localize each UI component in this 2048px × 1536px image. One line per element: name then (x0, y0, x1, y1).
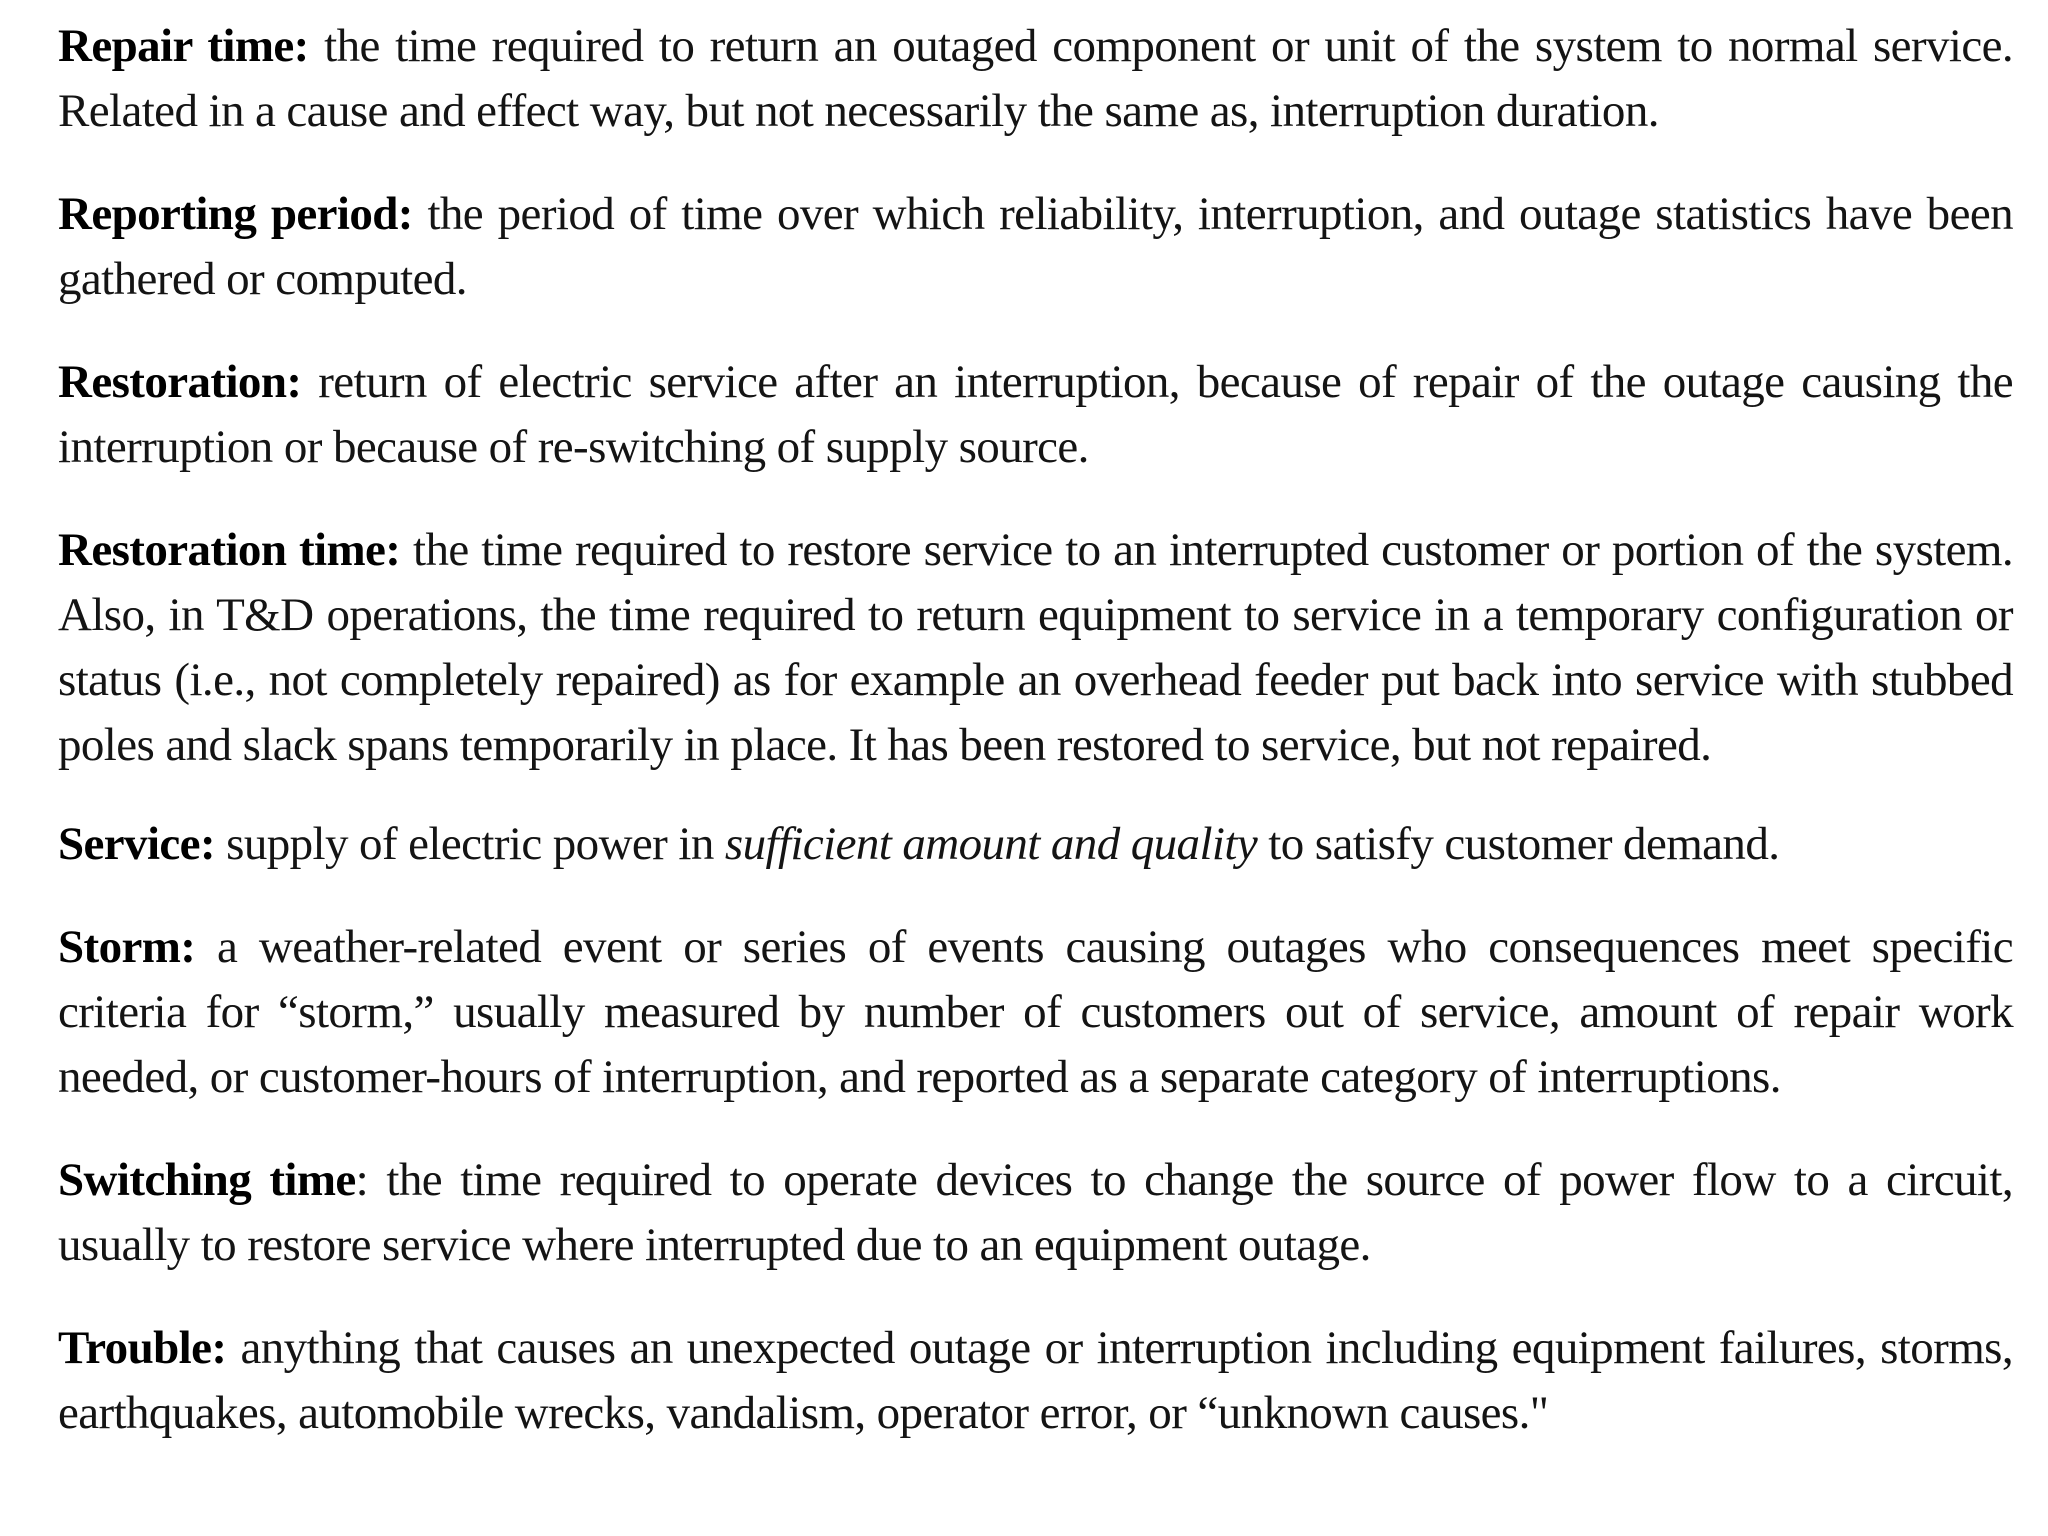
entry-service (58, 812, 2013, 877)
definition-service-emphasis: sufficient amount and quality (724, 818, 1258, 870)
term-switching-time-colon: : (355, 1154, 369, 1206)
entry-trouble (58, 1316, 2013, 1446)
term-trouble: Trouble: (58, 1322, 227, 1374)
definition-restoration: return of electric service after an interruption, because of repair of the outage causing the interruption or because of re-switching of supply source. (58, 356, 2013, 473)
definition-restoration-time: the time required to restore service to an interrupted customer or portion of the system. Also, in T&D operations, the time required to return equipment to service in a temporary configuration or status (i.e., not completely repaired) as for example an overhead feeder put back into service with stubbed poles and slack spans temporarily in place. It has been restored to service, but not repaired. (58, 524, 2013, 771)
entry-restoration (58, 350, 2013, 480)
entry-reporting-period (58, 182, 2013, 312)
definition-service-after: to satisfy customer demand. (1257, 818, 1780, 870)
term-service: Service: (58, 818, 215, 870)
definition-storm: a weather-related event or series of events causing outages who consequences meet specific criteria for “storm,” usually measured by number of customers out of service, amount of repair work needed, or customer-hours of interruption, and reported as a separate category of interruptions. (58, 921, 2013, 1103)
term-restoration: Restoration: (58, 356, 302, 408)
term-reporting-period: Reporting period: (58, 188, 413, 240)
definition-reporting-period: the period of time over which reliability, interruption, and outage statistics have been gathered or computed. (58, 188, 2013, 305)
term-switching-time: Switching time (58, 1154, 356, 1206)
entry-restoration-time (58, 518, 2013, 778)
term-storm: Storm: (58, 921, 196, 973)
entry-storm (58, 915, 2013, 1110)
entry-repair-time (58, 14, 2013, 144)
term-repair-time: Repair time: (58, 20, 309, 72)
definition-switching-time: the time required to operate devices to change the source of power flow to a circuit, usually to restore service where interrupted due to an equipment outage. (58, 1154, 2013, 1271)
entry-switching-time (58, 1148, 2013, 1278)
glossary-page (58, 14, 2013, 1484)
term-restoration-time: Restoration time: (58, 524, 401, 576)
definition-service-before: supply of electric power in (215, 818, 725, 870)
definition-repair-time: the time required to return an outaged component or unit of the system to normal service. Related in a cause and effect way, but not necessarily the same as, interruption duration. (58, 20, 2014, 137)
definition-trouble: anything that causes an unexpected outage or interruption including equipment failures, storms, earthquakes, automobile wrecks, vandalism, operator error, or “unknown causes." (58, 1322, 2013, 1439)
